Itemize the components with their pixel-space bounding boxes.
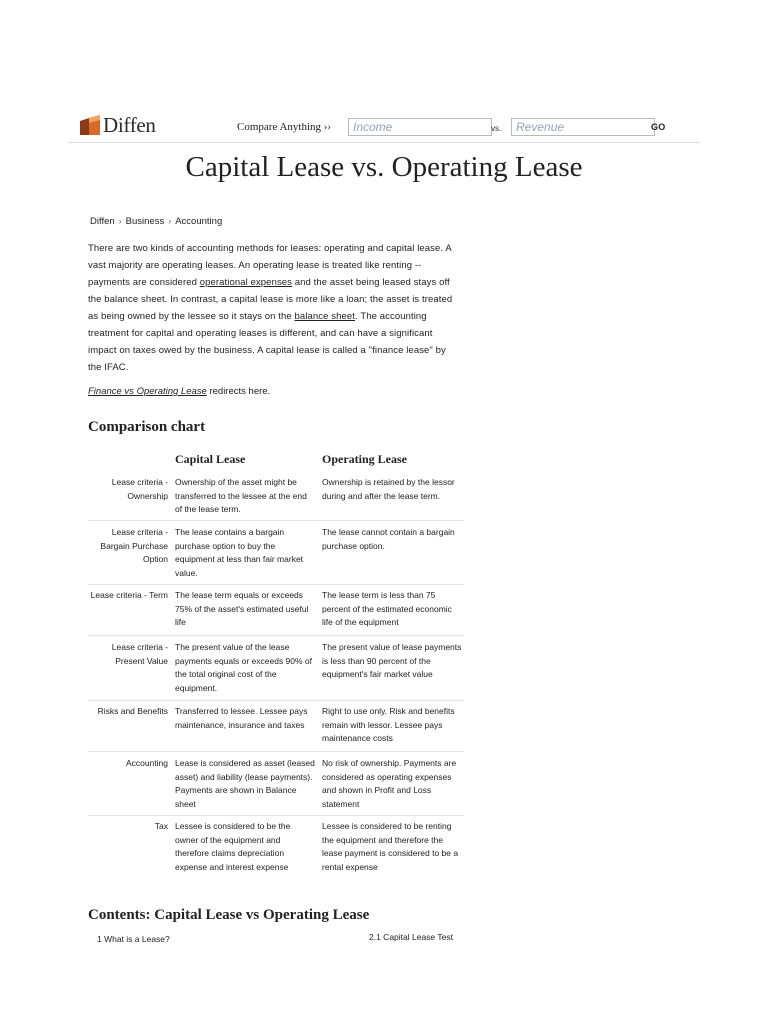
toc-item-capital-lease-test[interactable]: 2.1 Capital Lease Test <box>369 932 453 942</box>
breadcrumb-separator: › <box>118 216 122 226</box>
breadcrumb-item-business[interactable]: Business <box>125 216 165 227</box>
table-row <box>88 521 464 585</box>
capital-lease-cell: The present value of the lease payments equals or exceeds 90% of the total original cost of the equipment. <box>175 642 313 693</box>
row-label: Lease criteria - Present Value <box>111 642 168 666</box>
row-label: Risks and Benefits <box>97 706 168 716</box>
page-title: Capital Lease vs. Operating Lease <box>185 151 583 183</box>
balance-sheet-link[interactable]: balance sheet <box>294 311 356 322</box>
compare-second-input[interactable] <box>511 118 655 136</box>
finance-vs-operating-lease-link[interactable]: Finance vs Operating Lease <box>88 386 207 397</box>
column-header-capital-lease: Capital Lease <box>175 452 246 466</box>
intro-text: There are two kinds of accounting methods for leases: operating and capital lease. A vast majority are operating leases. An operating lease is treated like renting -- payments are considered <box>88 243 452 288</box>
intro-paragraph <box>88 240 458 376</box>
redirect-text: redirects here. <box>206 386 271 397</box>
table-row <box>88 585 464 636</box>
vs-label: vs. <box>491 124 502 133</box>
row-label: Lease criteria - Term <box>90 590 168 600</box>
capital-lease-cell: Lease is considered as asset (leased asset) and liability (lease payments). Payments are shown in Balance sheet <box>175 758 315 809</box>
diffen-logo[interactable] <box>80 114 156 136</box>
site-header <box>0 0 768 143</box>
compare-first-input[interactable] <box>348 118 492 136</box>
capital-lease-cell: The lease contains a bargain purchase option to buy the equipment at less than fair market value. <box>175 527 304 578</box>
toc-item-what-is-a-lease[interactable]: 1 What is a Lease? <box>97 934 170 944</box>
operating-lease-cell: The lease cannot contain a bargain purchase option. <box>322 527 455 551</box>
column-header-operating-lease: Operating Lease <box>322 452 407 466</box>
header-divider <box>68 142 700 143</box>
redirect-note <box>88 386 270 397</box>
operating-lease-cell: Ownership is retained by the lessor during and after the lease term. <box>322 477 455 501</box>
row-label: Accounting <box>125 758 168 768</box>
operational-expenses-link[interactable]: operational expenses <box>199 277 293 288</box>
compare-anything-label: Compare Anything ›› <box>237 121 332 133</box>
row-label: Lease criteria - Bargain Purchase Option <box>100 527 168 564</box>
capital-lease-cell: Transferred to lessee. Lessee pays maintenance, insurance and taxes <box>175 706 308 730</box>
intro-text: and the asset being leased stays off the balance sheet. In contrast, a capital lease is more like a loan; the asset is treated as being owned by the lessee so it stays on the <box>88 277 453 322</box>
capital-lease-cell: The lease term equals or exceeds 75% of the asset's estimated useful life <box>175 590 309 627</box>
breadcrumb-separator: › <box>168 216 172 226</box>
operating-lease-cell: Lessee is considered to be renting the equipment and therefore the lease payment is considered to be a rental expense <box>322 821 459 872</box>
table-row <box>88 752 464 816</box>
row-label: Tax <box>154 821 168 831</box>
diffen-logo-icon <box>80 115 100 135</box>
intro-text: . The accounting treatment for capital and operating leases is different, and can have a significant impact on taxes owed by the business. A capital lease is called a "finance lease" by the IFAC. <box>88 311 446 373</box>
table-row <box>88 470 464 521</box>
breadcrumb <box>90 216 222 227</box>
breadcrumb-item-accounting[interactable]: Accounting <box>175 216 223 227</box>
capital-lease-cell: Ownership of the asset might be transferred to the lessee at the end of the lease term. <box>175 477 307 514</box>
breadcrumb-item-diffen[interactable]: Diffen <box>90 216 115 227</box>
table-row <box>88 816 464 890</box>
capital-lease-cell: Lessee is considered to be the owner of the equipment and therefore claims depreciation expense and interest expense <box>175 821 291 872</box>
table-row <box>88 636 464 701</box>
operating-lease-cell: No risk of ownership. Payments are considered as operating expenses and shown in Profit and Loss statement <box>322 758 457 809</box>
operating-lease-cell: The present value of lease payments is less than 90 percent of the equipment's fair market value <box>322 642 462 679</box>
comparison-table <box>88 470 464 890</box>
row-label: Lease criteria - Ownership <box>111 477 168 501</box>
diffen-logo-text: Diffen <box>103 112 156 137</box>
table-row <box>88 701 464 752</box>
go-button[interactable]: GO <box>651 122 666 132</box>
operating-lease-cell: The lease term is less than 75 percent of the estimated economic life of the equipment <box>322 590 452 627</box>
comparison-chart-heading: Comparison chart <box>88 419 206 435</box>
contents-heading: Contents: Capital Lease vs Operating Lease <box>88 907 370 923</box>
operating-lease-cell: Right to use only. Risk and benefits remain with lessor. Lessee pays maintenance costs <box>322 706 455 743</box>
